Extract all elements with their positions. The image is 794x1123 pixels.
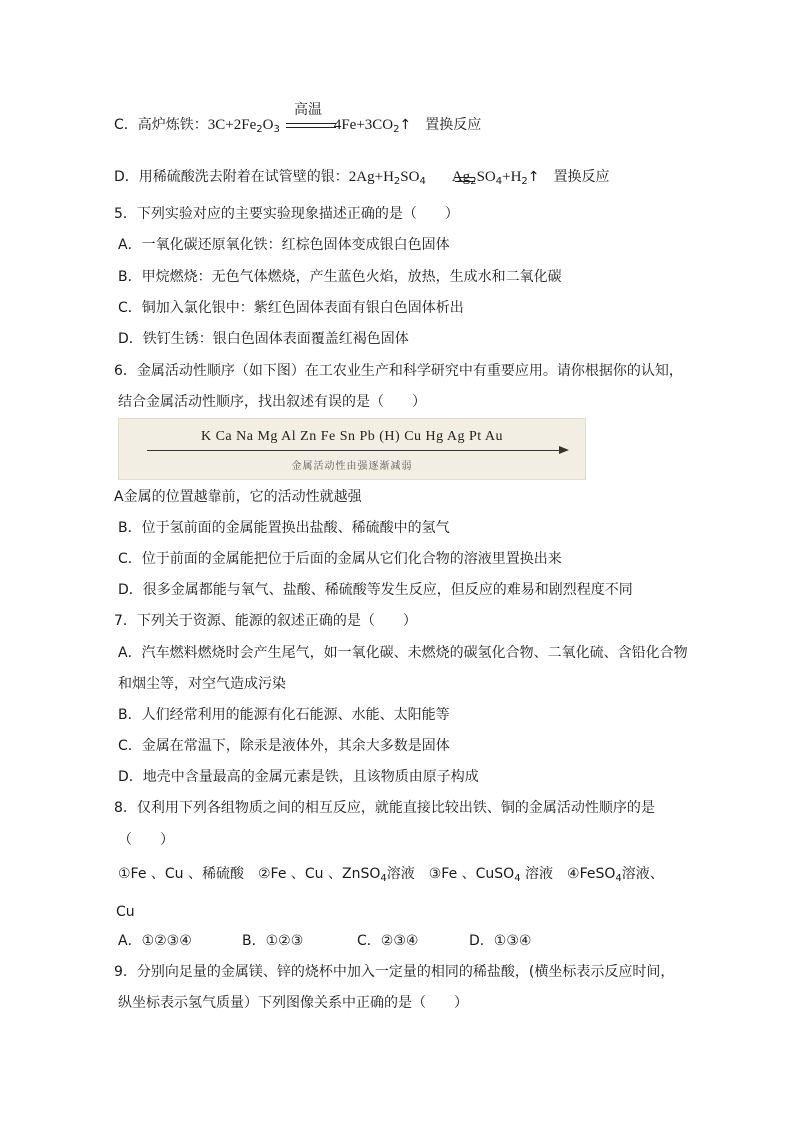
q8-answer-paren: （ ） — [118, 832, 174, 848]
q6-option-c: C．位于前面的金属能把位于后面的金属从它们化合物的溶液里置换出来 — [118, 551, 562, 567]
series-arrow-icon — [559, 446, 569, 454]
q8-groups: ①Fe 、Cu 、稀硫酸 ②Fe 、Cu 、ZnSO$_4$溶液 ③Fe 、CuSO$_4$ 溶液 ④FeSO$_4$溶液、 — [118, 866, 664, 884]
q4-option-c: C．高炉炼铁：$3C+2Fe_2O_3$ $4Fe+3CO_2↑$ 置换反应 — [114, 117, 482, 135]
q5-option-b: B．甲烷燃烧：无色气体燃烧，产生蓝色火焰，放热，生成水和二氧化碳 — [118, 269, 562, 285]
q8-answer-options — [118, 931, 531, 951]
series-arrow-line — [147, 450, 565, 451]
q5-stem: 5．下列实验对应的主要实验现象描述正确的是（ ） — [114, 206, 459, 222]
q7-option-c: C．金属在常温下，除汞是液体外，其余大多数是固体 — [118, 738, 450, 754]
q5-option-d: D．铁钉生锈：银白色固体表面覆盖红褐色固体 — [118, 331, 409, 347]
gas-arrow-icon: ↑ — [527, 169, 540, 185]
q8-group4-cu: Cu — [116, 904, 135, 920]
q9-stem-line1: 9．分别向足量的金属镁、锌的烧杯中加入一定量的相同的稀盐酸，(横坐标表示反应时间， — [114, 964, 675, 980]
gas-arrow-icon: ↑ — [399, 117, 412, 133]
q7-stem: 7．下列关于资源、能源的叙述正确的是（ ） — [114, 613, 417, 629]
metal-series-text: K Ca Na Mg Al Zn Fe Sn Pb (H) Cu Hg Ag Pt Au — [200, 429, 504, 444]
reaction-condition-high-temp: 高温 — [294, 102, 322, 118]
equals-double-line — [455, 177, 475, 182]
q6-option-b: B．位于氢前面的金属能置换出盐酸、稀硫酸中的氢气 — [118, 520, 450, 536]
q8-stem: 8．仅利用下列各组物质之间的相互反应，就能直接比较出铁、铜的金属活动性顺序的是 — [114, 800, 655, 816]
series-caption: 金属活动性由强逐渐减弱 — [291, 461, 413, 472]
q6-option-d: D．很多金属都能与氧气、盐酸、稀硫酸等发生反应，但反应的难易和剧烈程度不同 — [118, 582, 633, 598]
q5-option-c: C．铜加入氯化银中：紫红色固体表面有银白色固体析出 — [118, 300, 464, 316]
metal-activity-series-figure — [118, 418, 586, 480]
q7-option-a-line2: 和烟尘等，对空气造成污染 — [118, 676, 286, 692]
q7-option-a-line1: A．汽车燃料燃烧时会产生尾气，如一氧化碳、未燃烧的碳氢化合物、二氧化硫、含铅化合物 — [118, 645, 688, 661]
q8-answer-d: D．①③④ — [469, 933, 532, 949]
q7-option-b: B．人们经常利用的能源有化石能源、水能、太阳能等 — [118, 707, 450, 723]
q5-option-a: A．一氧化碳还原氧化铁：红棕色固体变成银白色固体 — [118, 237, 450, 253]
q7-option-d: D．地壳中含量最高的金属元素是铁，且该物质由原子构成 — [118, 769, 479, 785]
q6-stem-line1: 6．金属活动性顺序（如下图）在工农业生产和科学研究中有重要应用。请你根据你的认知， — [114, 363, 683, 379]
q4-option-d: D．用稀硫酸洗去附着在试管壁的银：$2Ag+H_2SO_4$ $Ag_2SO_4+H_2↑$ 置换反应 — [114, 169, 610, 187]
q9-stem-line2: 纵坐标表示氢气质量）下列图像关系中正确的是（ ） — [118, 995, 468, 1011]
q6-stem-line2: 结合金属活动性顺序，找出叙述有误的是（ ） — [118, 394, 426, 410]
q8-answer-c: C．②③④ — [357, 933, 419, 949]
q6-option-a: A金属的位置越靠前，它的活动性就越强 — [114, 489, 362, 505]
q8-answer-a: A．①②③④ — [118, 933, 192, 949]
q8-answer-b: B．①②③ — [242, 933, 304, 949]
